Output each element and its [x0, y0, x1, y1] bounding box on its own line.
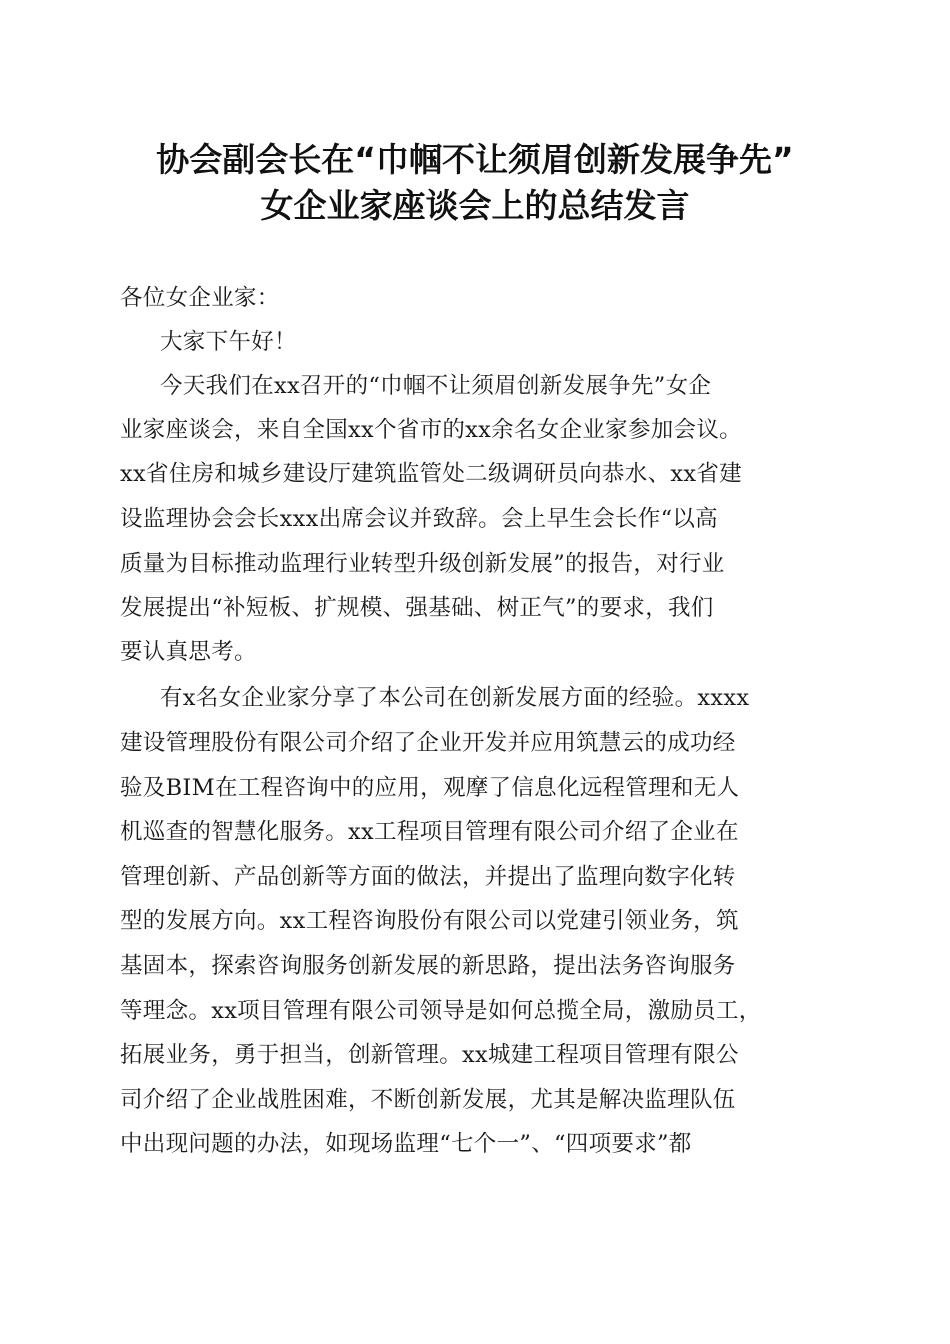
paragraph-1-line-6: 发展提出“补短板、扩规模、强基础、树正气”的要求，我们 [120, 595, 714, 621]
paragraph-2-line-2: 建设管理股份有限公司介绍了企业开发并应用筑慧云的成功经 [120, 730, 736, 756]
paragraph-2-line-5: 管理创新、产品创新等方面的做法，并提出了监理向数字化转 [120, 864, 736, 890]
paragraph-2-line-8: 等理念。xx项目管理有限公司领导是如何总揽全局，激励员工， [120, 998, 762, 1024]
paragraph-2-line-9: 拓展业务，勇于担当，创新管理。xx城建工程项目管理有限公 [120, 1042, 739, 1068]
paragraph-2-line-3: 验及BIM在工程咨询中的应用，观摩了信息化远程管理和无人 [120, 775, 740, 801]
paragraph-1-line-2: 业家座谈会，来自全国xx个省市的xx余名女企业家参加会议。 [120, 417, 742, 443]
paragraph-1-line-5: 质量为目标推动监理行业转型升级创新发展”的报告，对行业 [120, 551, 725, 577]
document-title-line-1: 协会副会长在“巾帼不让须眉创新发展争先” [156, 140, 794, 179]
paragraph-1-line-3: xx省住房和城乡建设厅建筑监管处二级调研员向恭水、xx省建 [120, 461, 742, 487]
paragraph-2-line-1: 有x名女企业家分享了本公司在创新发展方面的经验。xxxx [160, 685, 750, 711]
paragraph-2-line-6: 型的发展方向。xx工程咨询股份有限公司以党建引领业务，筑 [120, 908, 739, 934]
document-title-line-2: 女企业家座谈会上的总结发言 [260, 186, 690, 225]
paragraph-1-line-1: 今天我们在xx召开的“巾帼不让须眉创新发展争先”女企 [160, 373, 712, 399]
paragraph-1-line-7: 要认真思考。 [120, 639, 257, 665]
paragraph-2-line-11: 中出现问题的办法，如现场监理“七个一”、“四项要求”都 [120, 1131, 692, 1157]
salutation: 各位女企业家： [120, 285, 280, 311]
paragraph-2-line-10: 司介绍了企业战胜困难，不断创新发展，尤其是解决监理队伍 [120, 1087, 736, 1113]
paragraph-2-line-4: 机巡查的智慧化服务。xx工程项目管理有限公司介绍了企业在 [120, 819, 739, 845]
paragraph-1-line-4: 设监理协会会长xxx出席会议并致辞。会上早生会长作“以高 [120, 506, 718, 532]
greeting: 大家下午好！ [160, 329, 297, 355]
paragraph-2-line-7: 基固本，探索咨询服务创新发展的新思路，提出法务咨询服务 [120, 953, 736, 979]
